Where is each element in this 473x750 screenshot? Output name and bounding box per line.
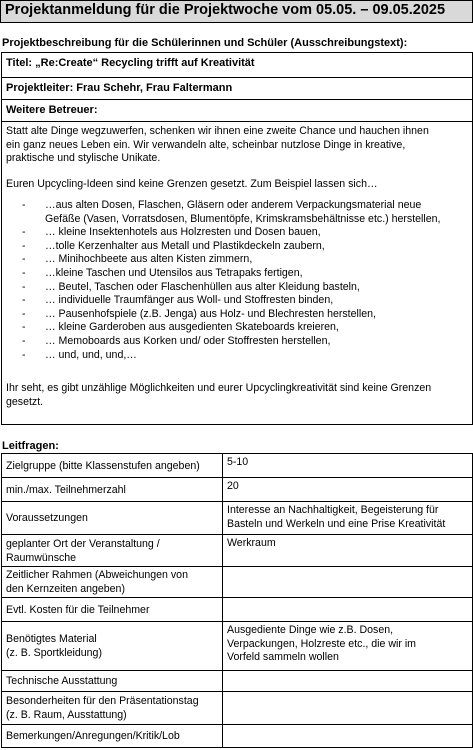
question-line: Voraussetzungen (6, 512, 88, 525)
answer-field[interactable] (223, 692, 473, 725)
further-supervisors-label: Weitere Betreuer: (6, 104, 98, 116)
table-row (2, 622, 473, 671)
table-row (2, 535, 473, 567)
list-item: - …tolle Kerzenhalter aus Metall und Plastikdeckeln zaubern, (22, 240, 441, 254)
question-cell (2, 692, 223, 725)
question-cell (2, 671, 223, 692)
closing-paragraph (6, 382, 431, 409)
list-item: - … Minihochbeete aus alten Kisten zimmern, (22, 253, 441, 267)
list-item-continuation: Gefäße (Vasen, Vorratsdosen, Blumentöpfe, Krimskramsbehältnisse etc.) herstellen, (45, 212, 441, 225)
answer-line: 5-10 (227, 456, 249, 468)
question-line: min./max. Teilnehmerzahl (6, 483, 126, 496)
question-cell (2, 454, 223, 478)
question-line: Zielgruppe (bitte Klassenstufen angeben) (6, 459, 200, 472)
answer-line: Werkraum (227, 537, 276, 549)
answer-field[interactable] (223, 478, 473, 502)
intro-paragraph (6, 125, 429, 166)
answer-field[interactable] (223, 502, 473, 535)
project-leader-row (2, 77, 472, 100)
ideas-list (22, 199, 441, 362)
intro-line: praktische und stylische Unikate. (6, 152, 161, 165)
question-cell (2, 725, 223, 748)
list-item: - … Memoboards aus Korken und/ oder Stoffresten herstellen, (22, 335, 441, 349)
question-line: geplanter Ort der Veranstaltung / (6, 537, 160, 550)
question-line: Besonderheiten für den Präsentationstag (6, 695, 199, 708)
description-text-area (2, 121, 472, 425)
question-cell (2, 502, 223, 535)
question-line: den Kernzeiten angeben) (6, 583, 125, 595)
answer-line: Basteln und Werkeln und eine Prise Kreativität (227, 517, 446, 530)
question-cell (2, 535, 223, 567)
page-title: Projektanmeldung für die Projektwoche vom 05.05. – 09.05.2025 (5, 2, 446, 18)
project-leader: Projektleiter: Frau Schehr, Frau Faltermann (6, 82, 233, 94)
list-item: - … Beutel, Taschen oder Flaschenhüllen aus alter Kleidung basteln, (22, 281, 441, 295)
question-line: Technische Ausstattung (6, 675, 118, 688)
table-row (2, 478, 473, 502)
table-row (2, 725, 473, 748)
list-item: - … kleine Insektenhotels aus Holzresten und Dosen bauen, (22, 226, 441, 240)
question-line: Benötigtes Material (6, 633, 97, 646)
intro-line: ein ganz neues Leben ein. Wir verwandeln alte, scheinbar nutzlose Dinge in kreative, (6, 138, 406, 151)
question-line: (z. B. Raum, Ausstattung) (6, 709, 127, 721)
question-cell (2, 478, 223, 502)
answer-line: Interesse an Nachhaltigkeit, Begeisterung für (227, 504, 439, 516)
answer-field[interactable] (223, 567, 473, 598)
answer-field[interactable] (223, 725, 473, 748)
intro-line: Statt alte Dinge wegzuwerfen, schenken wir ihnen eine zweite Chance und hauchen ihnen (6, 125, 429, 137)
ideas-intro: Euren Upcycling-Ideen sind keine Grenzen gesetzt. Zum Beispiel lassen sich… (6, 178, 378, 190)
question-cell (2, 567, 223, 598)
question-cell (2, 598, 223, 622)
description-box (1, 52, 473, 425)
list-item: - … und, und, und,… (22, 349, 441, 363)
table-row (2, 671, 473, 692)
question-line: (z. B. Sportkleidung) (6, 647, 102, 659)
leitfragen-table (1, 453, 473, 748)
answer-field[interactable] (223, 622, 473, 671)
question-line: Raumwünsche (6, 551, 77, 564)
closing-line: gesetzt. (6, 395, 44, 408)
answer-field[interactable] (223, 671, 473, 692)
question-cell (2, 622, 223, 671)
answer-field[interactable] (223, 454, 473, 478)
title-bar (0, 0, 473, 23)
list-item: - … Pausenhofspiele (z.B. Jenga) aus Holz- und Blechresten herstellen, (22, 308, 441, 322)
answer-line: Vorfeld sammeln wollen (227, 651, 339, 664)
question-line: Bemerkungen/Anregungen/Kritik/Lob (6, 730, 180, 743)
answer-field[interactable] (223, 598, 473, 622)
answer-field[interactable] (223, 535, 473, 567)
table-row (2, 502, 473, 535)
list-item: - … individuelle Traumfänger aus Woll- und Stoffresten binden, (22, 294, 441, 308)
leitfragen-label: Leitfragen: (2, 440, 59, 452)
list-item: - … kleine Garderoben aus ausgedienten Skateboards kreieren, (22, 321, 441, 335)
support-row (2, 99, 472, 122)
answer-line: 20 (227, 480, 239, 492)
answer-line: Verpackungen, Holzreste etc., die wir im (227, 637, 417, 650)
list-item: - …kleine Taschen und Utensilos aus Tetrapaks fertigen, (22, 267, 441, 281)
answer-line: Ausgediente Dinge wie z.B. Dosen, (227, 624, 394, 636)
project-title: Titel: „Re:Create“ Recycling trifft auf Kreativität (6, 57, 255, 69)
list-item: - …aus alten Dosen, Flaschen, Gläsern oder anderem Verpackungsmaterial neue (22, 199, 441, 213)
table-row (2, 567, 473, 598)
table-row (2, 692, 473, 725)
table-row (2, 454, 473, 478)
closing-line: Ihr seht, es gibt unzählige Möglichkeiten und eurer Upcyclingkreativität sind keine Grenzen (6, 382, 432, 394)
description-section-label: Projektbeschreibung für die Schülerinnen und Schüler (Ausschreibungstext): (2, 37, 408, 49)
question-line: Evtl. Kosten für die Teilnehmer (6, 603, 150, 616)
question-line: Zeitlicher Rahmen (Abweichungen von (6, 569, 188, 582)
table-row (2, 598, 473, 622)
